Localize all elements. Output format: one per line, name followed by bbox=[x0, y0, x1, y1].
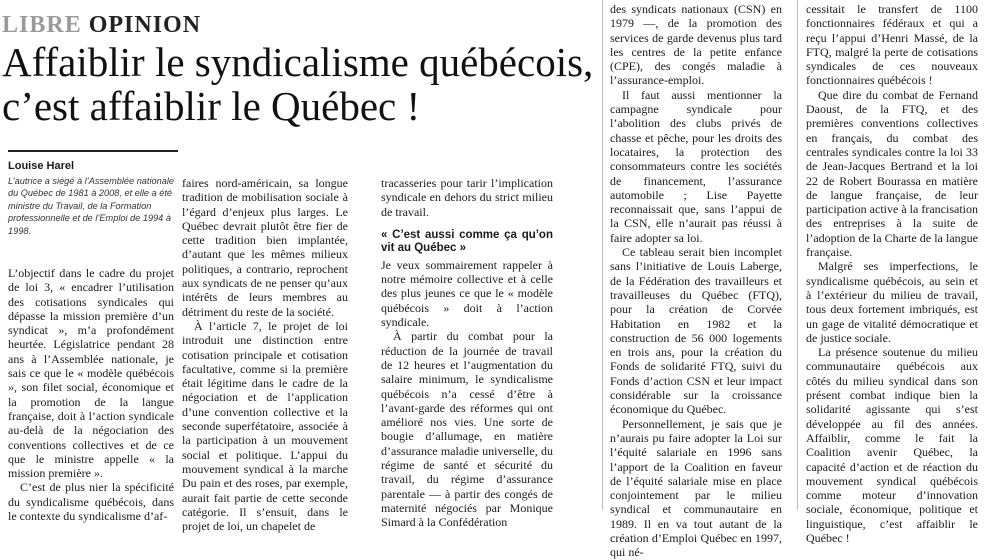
rubric-opinion: OPINION bbox=[88, 12, 202, 38]
paragraph: C’est de plus nier la spécificité du syndicalisme québécois, dans le contexte du syndicalisme d’af- bbox=[8, 480, 174, 524]
paragraph: des syndicats nationaux (CSN) en 1979 —, de la promotion des services de garde devenus plus tard les centres de la petite enfance (CPE), des congés maladie à l’assurance-emploi. bbox=[610, 2, 782, 88]
paragraph: À l’article 7, le projet de loi introduit une distinction entre cotisation principale et cotisation facultative, comme si la première était légitime dans le cadre de la négociation et de l’application d’une convention collective et la seconde superfétatoire, associée à la participation à un mouvement social et politique. L’appui du mouvement syndical à la marche Du pain et des roses, par exemple, aurait fait partie de cette seconde catégorie. Il s’ensuit, dans le projet de loi, un chapelet de bbox=[182, 318, 348, 534]
column-divider bbox=[602, 0, 603, 510]
paragraph: faires nord-américain, sa longue tradition de mobilisation sociale à l’égard d’enjeux plus larges. Le Québec devrait plutôt être fier de cette tradition bien implantée, d’autant que les mêmes milieux politiques, a contrario, reprochent aux syndicats de ne penser qu’aux intérêts de leurs membres au détriment du reste de la société. bbox=[182, 176, 348, 319]
paragraph: Malgré ses imperfections, le syndicalisme québécois, au sein et à l’extérieur du milieu de travail, tous deux fortement imbriqués, est un gage de vitalité démocratique et de justice sociale. bbox=[806, 259, 978, 345]
column-divider bbox=[797, 0, 798, 510]
subhead: « C’est aussi comme ça qu’on vit au Québec » bbox=[381, 228, 553, 255]
paragraph: À partir du combat pour la réduction de la journée de travail de 12 heures et l’augmentation du salaire minimum, le syndicalisme québécois n’a cessé d’être à l’avant-garde des réformes qui ont amélioré nos vies. Une sorte de bougie d’allumage, en matière d’assurance maladie universelle, du régime de santé et sécurité du travail, du régime d’assurance parentale — à partir des congés de maternité négociés par Monique Simard à la Confédération bbox=[381, 329, 553, 530]
text-column-5 bbox=[806, 2, 978, 545]
paragraph: Personnellement, je sais que je n’aurais pu faire adopter la Loi sur l’équité salariale en 1996 sans l’apport de la Coalition en faveur de l’équité salariale mise en place conjointement par le milieu syndical et communautaire en 1989. Il en va tout autant de la création d’Emploi Québec en 1997, qui né- bbox=[610, 416, 782, 560]
paragraph: Je veux sommairement rappeler à notre mémoire collective et à celle des plus jeunes ce que le « modèle québécois » doit à l’action syndicale. bbox=[381, 257, 553, 330]
paragraph: Il faut aussi mentionner la campagne syndicale pour l’abolition des clubs privés de chasse et pêche, pour les droits des locataires, la protection des consommateurs contre les sociétés de financement, l’assurance automobile ; Lise Payette reconnaissait que, sans l’appui de la CSN, elle n’aurait pas réussi à faire adopter sa loi. bbox=[610, 87, 782, 245]
paragraph: tracasseries pour tarir l’implication syndicale en dehors du strict milieu de travail. bbox=[381, 176, 553, 219]
author-name: Louise Harel bbox=[8, 160, 75, 172]
paragraph: L’objectif dans le cadre du projet de loi 3, « encadrer l’utilisation des cotisations syndicales qui dépasse la mission première d’un syndicat », m’a profondément heurtée. Législatrice pendant 28 ans à l’Assemblée nationale, je sais ce que le « modèle québécois », son filet social, économique et la promotion de la langue française, doit à l’action syndicale au-delà de la négociation des conventions collectives et de ce que le ministre appelle « la mission première ». bbox=[8, 266, 174, 481]
text-column-1 bbox=[8, 266, 174, 524]
text-column-3 bbox=[381, 176, 553, 530]
article-headline: Affaiblir le syndicalisme québécois, c’est affaiblir le Québec ! bbox=[2, 39, 594, 129]
rubric-libre: LIBRE bbox=[2, 12, 82, 38]
author-bio: L’autrice a siégé à l’Assemblée nationale du Québec de 1981 à 2008, et elle a été ministre du Travail, de la Formation professionnelle et de l’Emploi de 1994 à 1998. bbox=[8, 176, 174, 236]
text-column-2 bbox=[182, 176, 348, 534]
text-column-4 bbox=[610, 2, 782, 560]
author-rule bbox=[8, 150, 178, 152]
paragraph: cessitait le transfert de 1100 fonctionnaires fédéraux et qui a reçu l’appui d’Henri Massé, de la FTQ, malgré la perte de cotisations syndicales de ces nouveaux fonctionnaires québécois ! bbox=[806, 2, 978, 88]
paragraph: Que dire du combat de Fernand Daoust, de la FTQ, et des premières conventions collectives en français, du combat des centrales syndicales contre la loi 33 de Jean-Jacques Bertrand et la loi 22 de Robert Bourassa en matière de langue française, de leur participation active à la francisation des entreprises à la suite de l’adoption de la Charte de la langue française. bbox=[806, 87, 978, 260]
paragraph: La présence soutenue du milieu communautaire québécois aux côtés du milieu syndical dans son présent combat indique bien la solidarité agissante qui s’est développée au fil des années. Affaiblir, comme le fait la Coalition avenir Québec, la capacité d’action et de réaction du mouvement syndical québécois comme moteur d’innovation sociale, économique, politique et linguistique, c’est affaiblir le Québec ! bbox=[806, 345, 978, 545]
section-rubric bbox=[2, 12, 201, 38]
author-box bbox=[8, 150, 178, 237]
paragraph: Ce tableau serait bien incomplet sans l’initiative de Louis Laberge, de la Fédération des travailleurs et travailleuses du Québec (FTQ), pour la création de Corvée Habitation en 1982 et la construction de 56 000 logements en trois ans, pour la création du Fonds de solidarité FTQ, suivi du Fonds d’action CSN et leur impact considérable sur la croissance économique du Québec. bbox=[610, 245, 782, 417]
